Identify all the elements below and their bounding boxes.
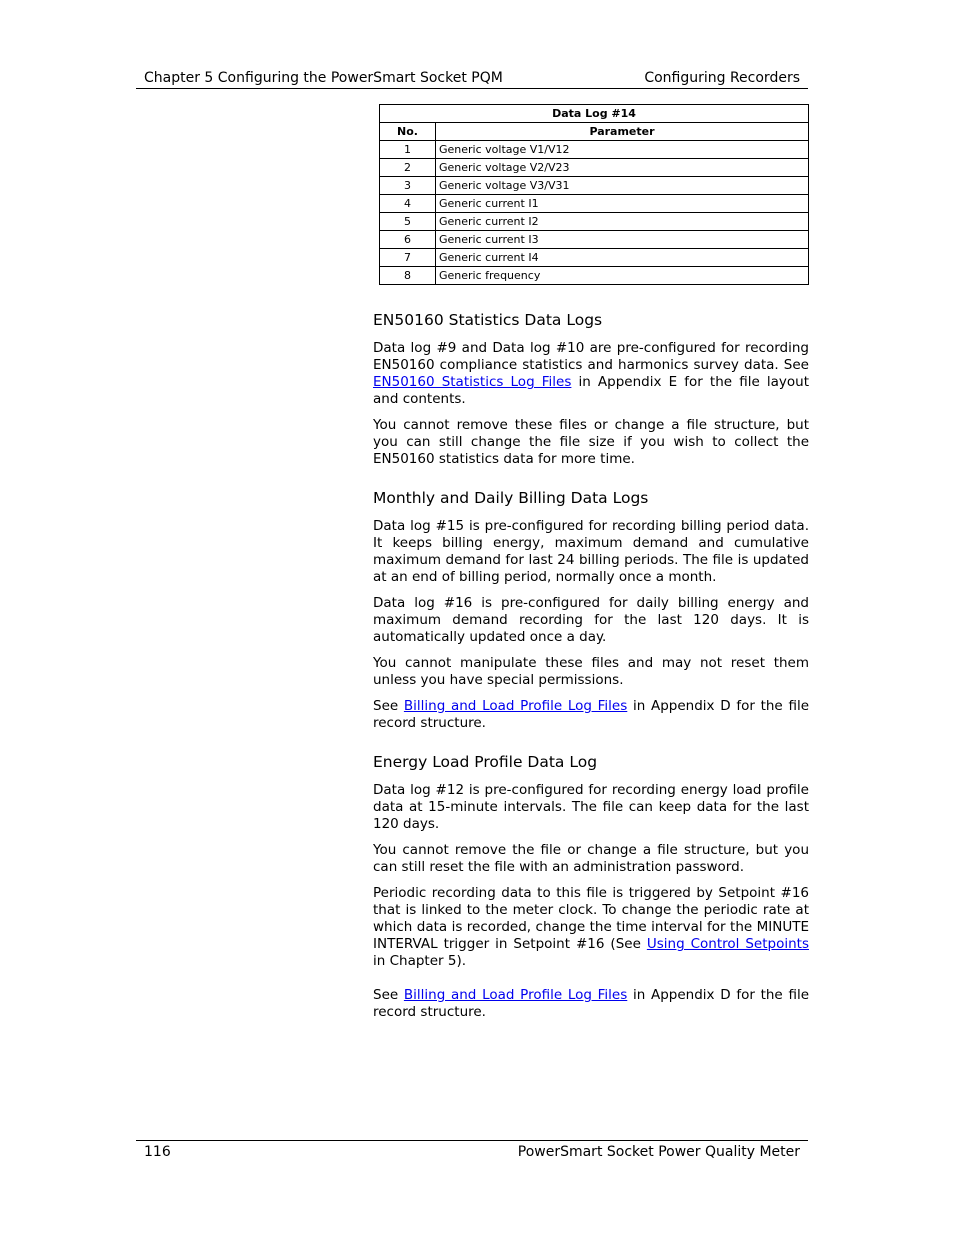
table-row	[380, 177, 809, 195]
row-no: 7	[380, 249, 436, 267]
page-footer	[136, 1140, 808, 1161]
table-row	[380, 195, 809, 213]
paragraph: You cannot manipulate these files and may not reset them unless you have special permissions.	[373, 655, 809, 688]
paragraph	[373, 885, 809, 970]
row-no: 3	[380, 177, 436, 195]
row-parameter: Generic voltage V2/V23	[436, 159, 809, 177]
text-span: in Appendix E for the file layout and contents.	[373, 374, 809, 407]
page-number: 116	[144, 1144, 171, 1160]
text-span: in Appendix D for the file record structure.	[373, 698, 809, 731]
paragraph: Data log #15 is pre-configured for recording billing period data. It keeps billing energy, maximum demand and cumulative maximum demand for last 24 billing periods. The file is updated at an end of billing period, normally once a month.	[373, 518, 809, 585]
paragraph: You cannot remove these files or change a file structure, but you can still change the file size if you wish to collect the EN50160 statistics data for more time.	[373, 417, 809, 467]
section-billing	[373, 486, 809, 732]
row-parameter: Generic voltage V3/V31	[436, 177, 809, 195]
section-heading: EN50160 Statistics Data Logs	[373, 311, 603, 329]
text-span: See	[373, 698, 404, 714]
table-row	[380, 159, 809, 177]
row-parameter: Generic current I2	[436, 213, 809, 231]
row-parameter: Generic current I1	[436, 195, 809, 213]
row-no: 1	[380, 141, 436, 159]
billing-log-files-link[interactable]: Billing and Load Profile Log Files	[403, 698, 628, 714]
text-span: in Chapter 5).	[373, 953, 467, 969]
text-span: Data log #9 and Data log #10 are pre-configured for recording EN50160 compliance statistics and harmonics survey data. See	[373, 340, 809, 373]
en50160-log-files-link[interactable]: EN50160 Statistics Log Files	[373, 374, 572, 390]
section-energy-load-profile	[373, 750, 809, 1021]
text-span: Periodic recording data to this file is triggered by Setpoint #16 that is linked to the meter clock. To change the periodic rate at which data is recorded, change the time interval for the MINUTE INTERVAL trigger in Setpoint #16 (See	[373, 885, 809, 952]
chapter-title: Chapter 5 Configuring the PowerSmart Socket PQM	[144, 70, 503, 86]
paragraph: Data log #12 is pre-configured for recording energy load profile data at 15-minute intervals. The file can keep data for the last 120 days.	[373, 782, 809, 832]
row-no: 6	[380, 231, 436, 249]
paragraph	[373, 698, 809, 732]
table-row	[380, 213, 809, 231]
row-parameter: Generic current I4	[436, 249, 809, 267]
page-header	[136, 68, 808, 89]
section-heading: Energy Load Profile Data Log	[373, 753, 598, 771]
section-en50160	[373, 308, 809, 468]
main-content	[373, 308, 809, 1039]
billing-log-files-link-2[interactable]: Billing and Load Profile Log Files	[403, 987, 628, 1003]
text-span: in Appendix D for the file record structure.	[373, 987, 809, 1020]
column-header-parameter: Parameter	[436, 123, 809, 141]
section-heading: Monthly and Daily Billing Data Logs	[373, 489, 649, 507]
row-no: 8	[380, 267, 436, 285]
paragraph	[373, 987, 809, 1021]
row-no: 5	[380, 213, 436, 231]
document-title: PowerSmart Socket Power Quality Meter	[517, 1144, 800, 1160]
control-setpoints-link[interactable]: Using Control Setpoints	[646, 936, 809, 952]
row-no: 4	[380, 195, 436, 213]
text-span: See	[373, 987, 404, 1003]
paragraph: Data log #16 is pre-configured for daily billing energy and maximum demand recording for the last 120 days. It is automatically updated once a day.	[373, 595, 809, 645]
paragraph: You cannot remove the file or change a file structure, but you can still reset the file with an administration password.	[373, 842, 809, 875]
row-parameter: Generic current I3	[436, 231, 809, 249]
section-title: Configuring Recorders	[644, 70, 800, 86]
paragraph	[373, 340, 809, 408]
row-no: 2	[380, 159, 436, 177]
data-log-table	[379, 104, 809, 285]
table-row	[380, 231, 809, 249]
table-row	[380, 249, 809, 267]
table-row	[380, 267, 809, 285]
table-row	[380, 141, 809, 159]
column-header-no: No.	[380, 123, 436, 141]
table-title: Data Log #14	[380, 105, 809, 123]
row-parameter: Generic voltage V1/V12	[436, 141, 809, 159]
row-parameter: Generic frequency	[436, 267, 809, 285]
